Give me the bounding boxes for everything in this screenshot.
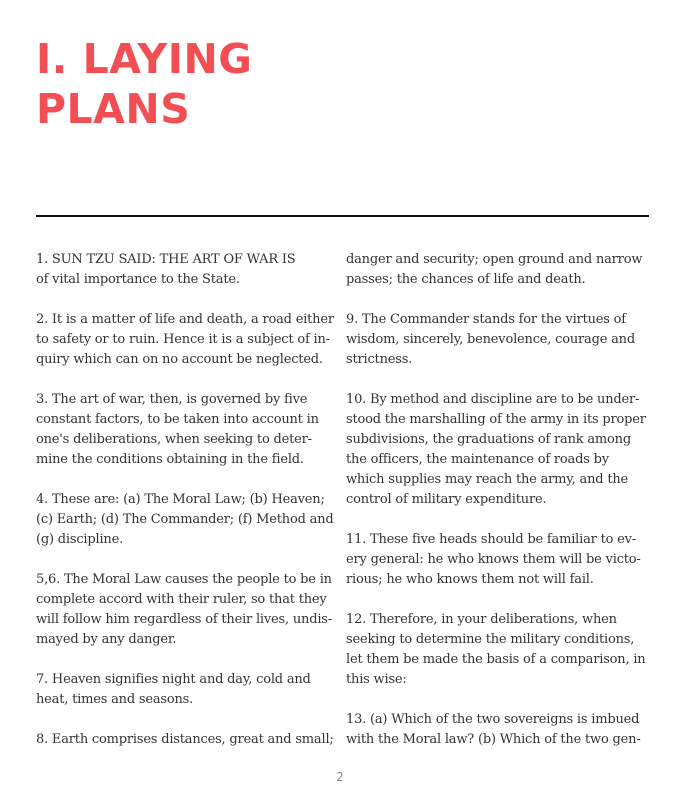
paragraph: 11. These five heads should be familiar to ev- ery general: he who knows them will be victo- rious; he who knows them not will fail. xyxy=(346,532,641,587)
page-number: 2 xyxy=(336,770,344,784)
paragraph: 13. (a) Which of the two sovereigns is imbued with the Moral law? (b) Which of the two gen- xyxy=(346,712,641,747)
paragraph: 3. The art of war, then, is governed by five constant factors, to be taken into account in one's deliberations, when seeking to deter- mine the conditions obtaining in the field. xyxy=(36,392,319,467)
paragraph: 5,6. The Moral Law causes the people to be in complete accord with their ruler, so that they will follow him regardless of their lives, undis- mayed by any danger. xyxy=(36,572,332,647)
divider xyxy=(36,215,649,217)
right-column xyxy=(346,250,646,770)
paragraph: 9. The Commander stands for the virtues of wisdom, sincerely, benevolence, courage and strictness. xyxy=(346,312,635,367)
paragraph: 2. It is a matter of life and death, a road either to safety or to ruin. Hence it is a subject of in- quiry which can on no account be neglected. xyxy=(36,312,334,367)
paragraph: 1. SUN TZU SAID: THE ART OF WAR IS of vital importance to the State. xyxy=(36,252,296,287)
chapter-title: I. LAYING PLANS xyxy=(36,35,253,133)
paragraph: 12. Therefore, in your deliberations, when seeking to determine the military conditions, let them be made the basis of a comparison, in this wise: xyxy=(346,612,646,687)
paragraph: 10. By method and discipline are to be under- stood the marshalling of the army in its proper subdivisions, the graduations of rank among the officers, the maintenance of roads by which supplies may reach the army, and the control of military expenditure. xyxy=(346,392,646,507)
paragraph: 4. These are: (a) The Moral Law; (b) Heaven; (c) Earth; (d) The Commander; (f) Method and (g) discipline. xyxy=(36,492,334,547)
paragraph: danger and security; open ground and narrow passes; the chances of life and death. xyxy=(346,252,643,287)
paragraph: 7. Heaven signifies night and day, cold and heat, times and seasons. xyxy=(36,672,311,707)
left-column xyxy=(36,250,336,770)
paragraph: 8. Earth comprises distances, great and small; xyxy=(36,732,334,747)
